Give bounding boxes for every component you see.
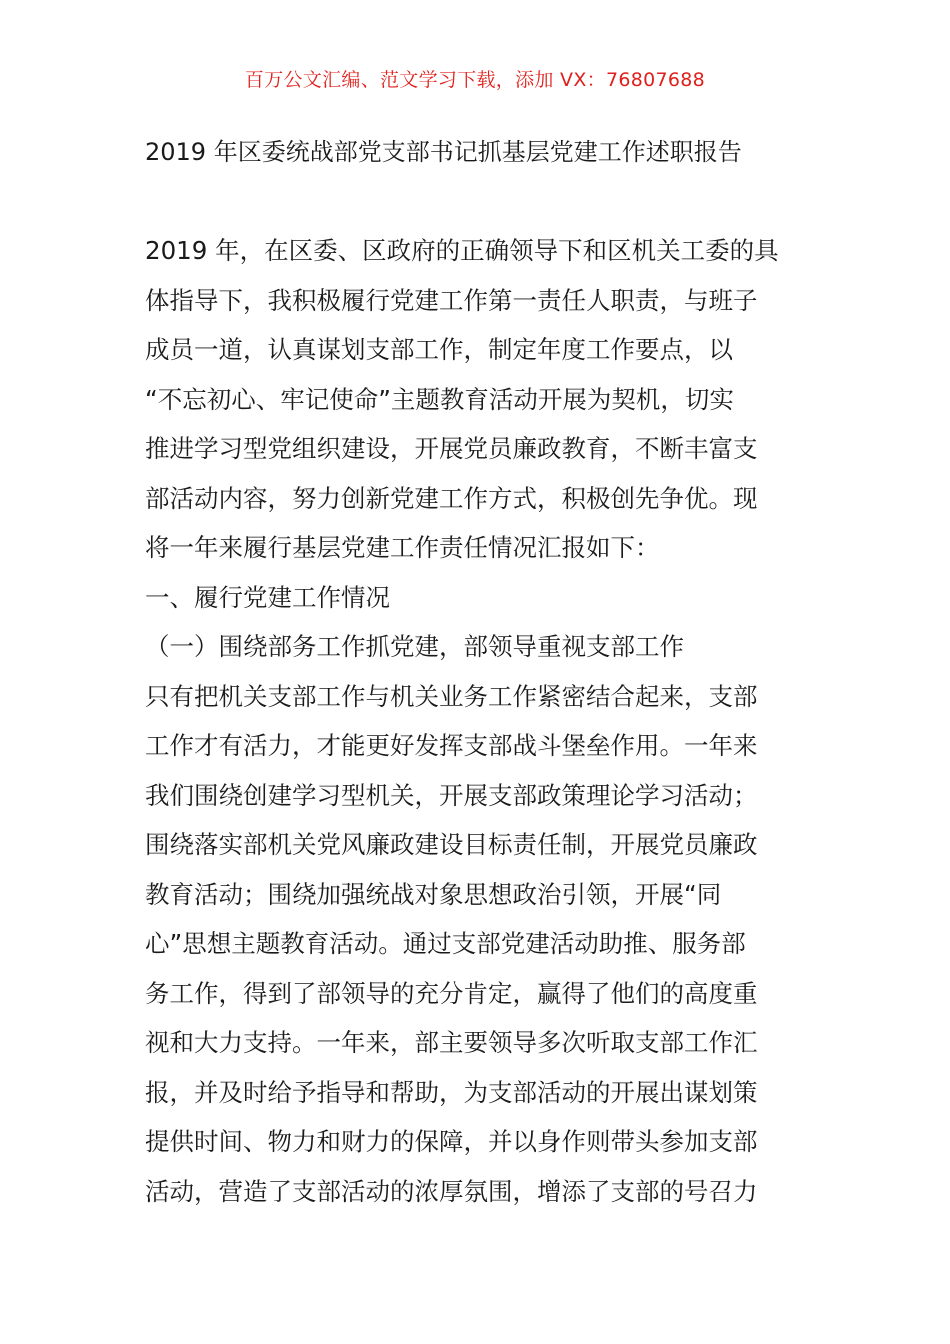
body-line: 体指导下，我积极履行党建工作第一责任人职责，与班子	[145, 285, 758, 315]
body-line: 工作才有活力，才能更好发挥支部战斗堡垒作用。一年来	[145, 731, 758, 760]
body-line: 报，并及时给予指导和帮助，为支部活动的开展出谋划策	[145, 1077, 758, 1107]
body-line: 成员一道，认真谋划支部工作，制定年度工作要点，以	[145, 335, 733, 364]
body-line: 将一年来履行基层党建工作责任情况汇报如下：	[145, 533, 660, 562]
body-line: 心”思想主题教育活动。通过支部党建活动助推、服务部	[145, 929, 746, 958]
body-line: 2019 年，在区委、区政府的正确领导下和区机关工委的具	[145, 236, 779, 265]
body-line: 只有把机关支部工作与机关业务工作紧密结合起来，支部	[145, 681, 758, 711]
body-line: 活动，营造了支部活动的浓厚氛围，增添了支部的号召力	[145, 1176, 758, 1206]
body-line: “不忘初心、牢记使命”主题教育活动开展为契机，切实	[145, 384, 734, 414]
body-line: 围绕落实部机关党风廉政建设目标责任制，开展党员廉政	[145, 830, 758, 859]
body-line: 推进学习型党组织建设，开展党员廉政教育，不断丰富支	[145, 434, 758, 463]
section-heading: 一、履行党建工作情况	[145, 582, 390, 612]
body-line: 提供时间、物力和财力的保障，并以身作则带头参加支部	[145, 1127, 758, 1156]
header-watermark-note: 百万公文汇编、范文学习下载，添加 VX：76807688	[244, 69, 706, 91]
body-line: 务工作，得到了部领导的充分肯定，赢得了他们的高度重	[145, 978, 758, 1008]
document-title: 2019 年区委统战部党支部书记抓基层党建工作述职报告	[145, 138, 742, 166]
subsection-heading: （一）围绕部务工作抓党建，部领导重视支部工作	[145, 632, 684, 661]
body-line: 教育活动；围绕加强统战对象思想政治引领，开展“同	[145, 879, 722, 909]
document-body	[145, 226, 815, 1216]
body-line: 部活动内容，努力创新党建工作方式，积极创先争优。现	[145, 483, 758, 513]
body-line: 视和大力支持。一年来，部主要领导多次听取支部工作汇	[145, 1028, 758, 1057]
body-line: 我们围绕创建学习型机关，开展支部政策理论学习活动；	[145, 780, 758, 810]
